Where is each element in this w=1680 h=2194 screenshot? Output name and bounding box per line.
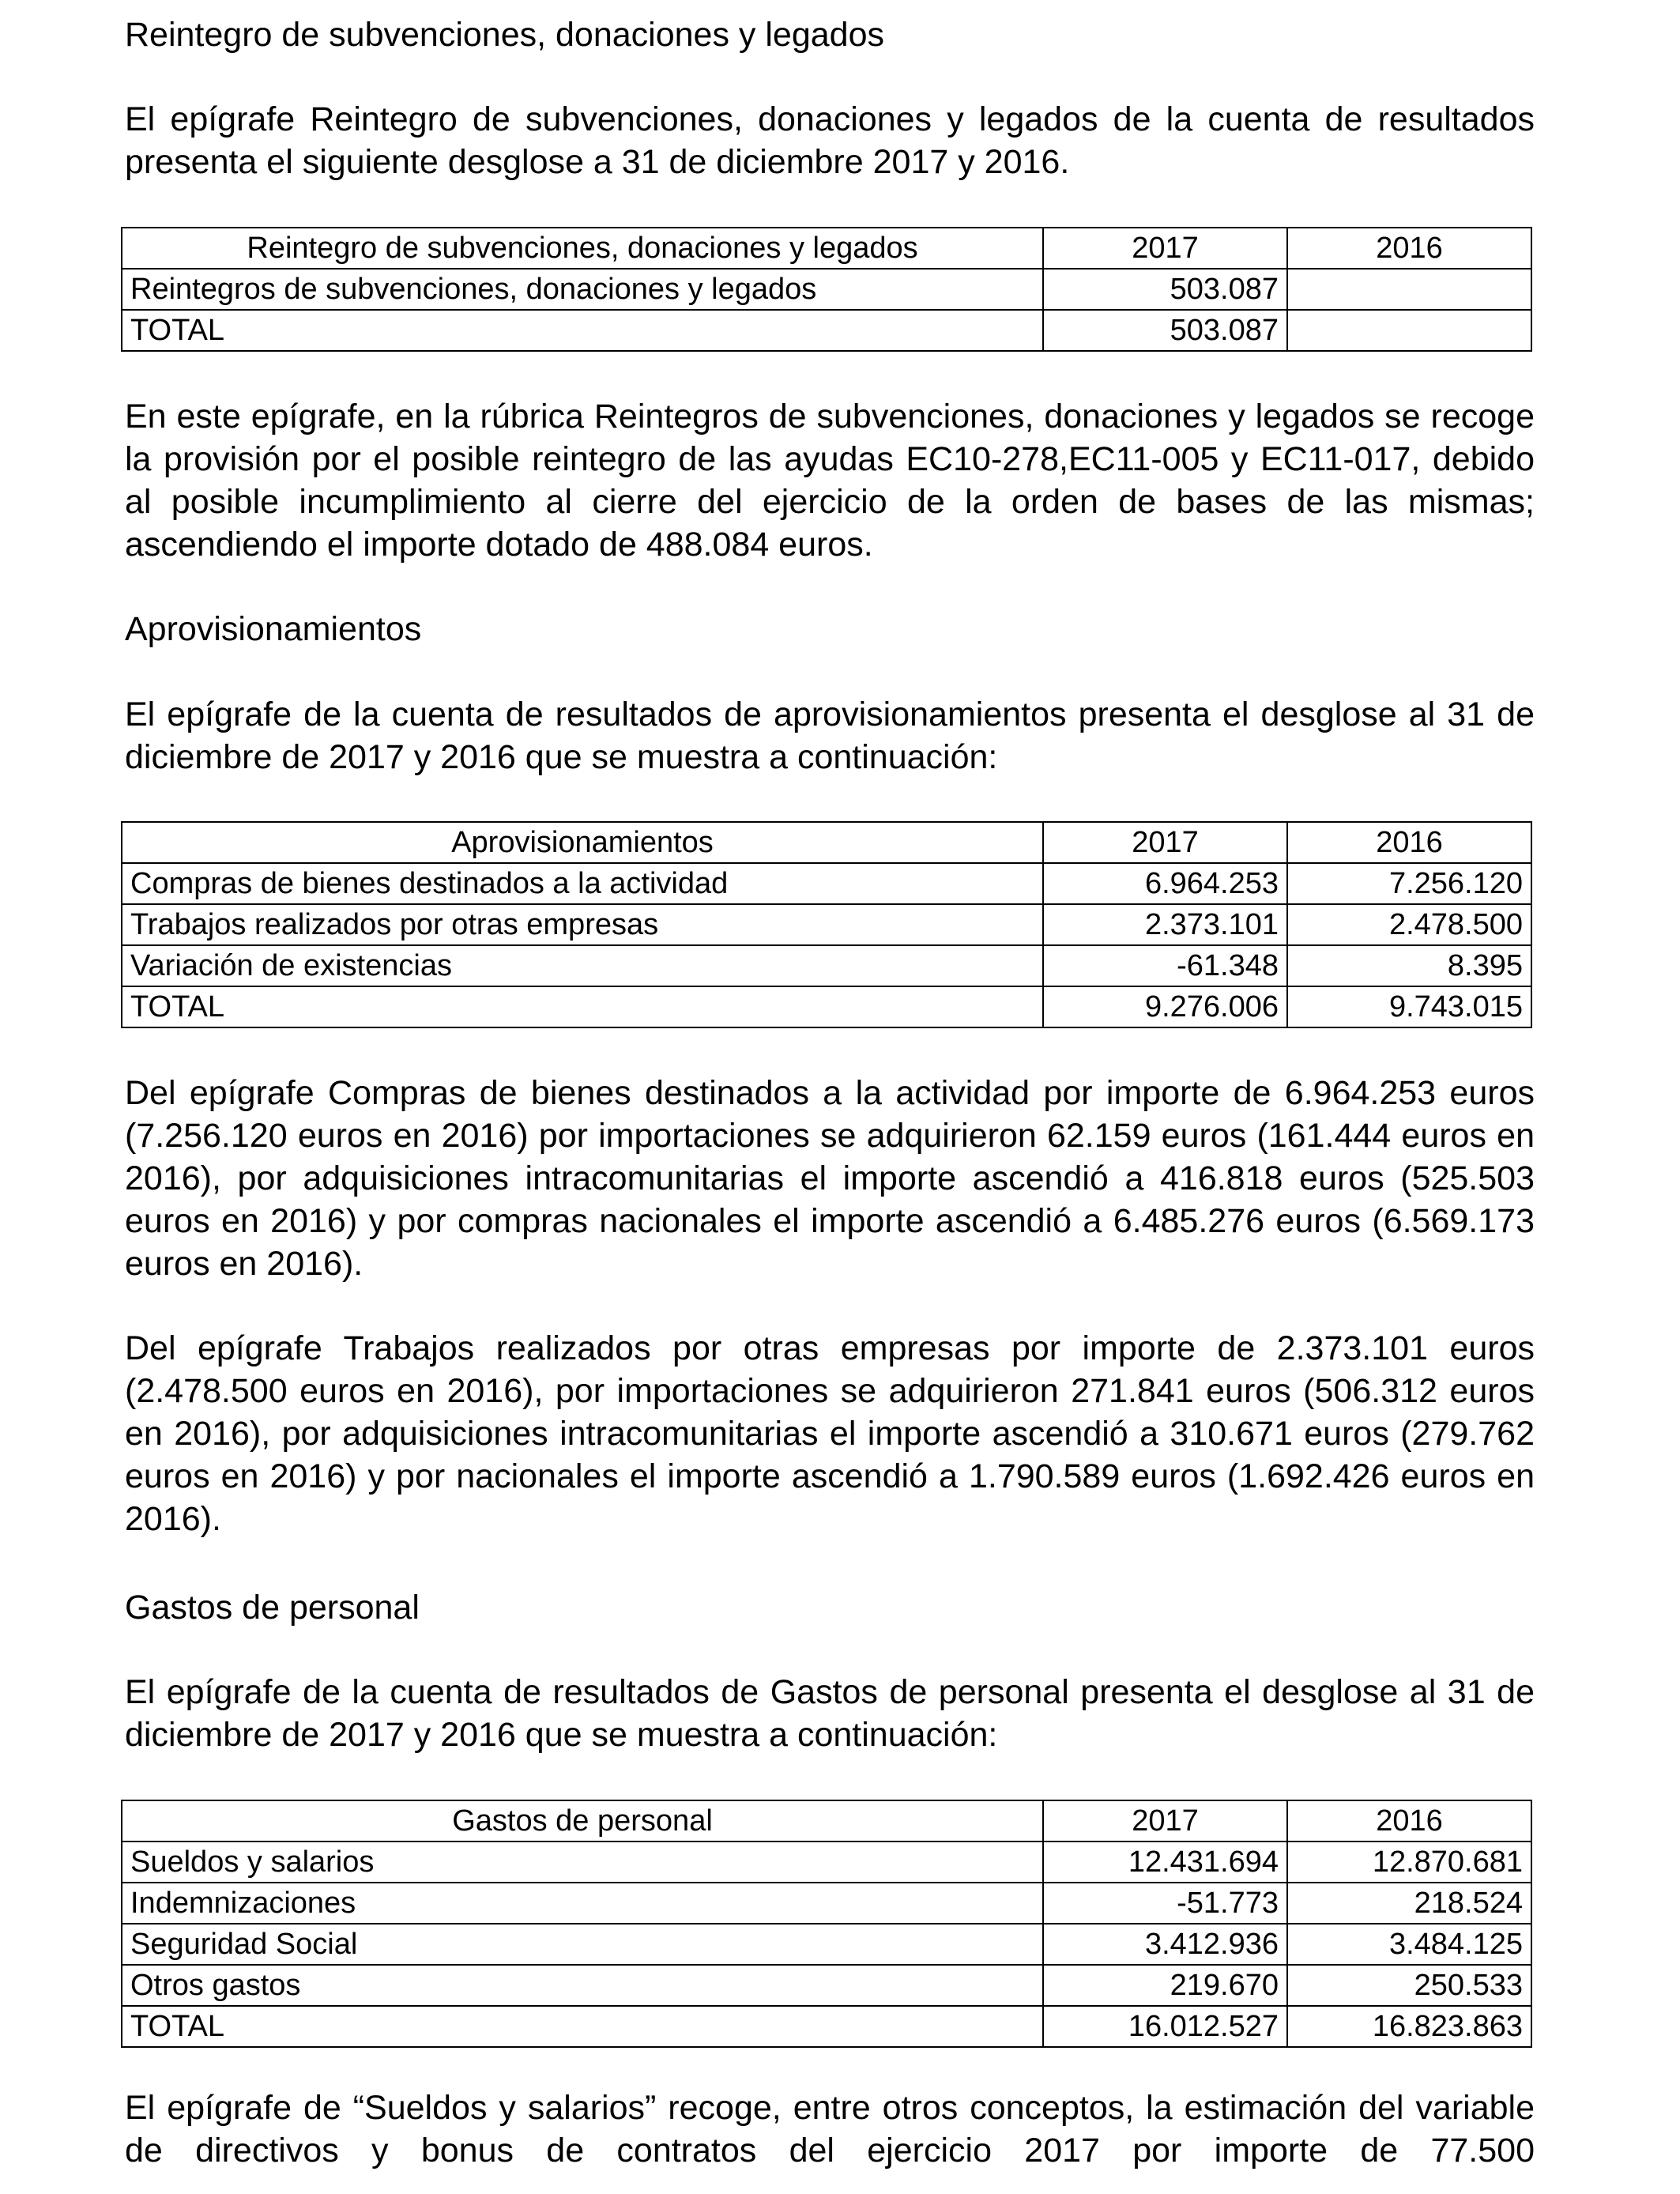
row-value-2017: 503.087	[1043, 310, 1287, 351]
header-concept: Gastos de personal	[122, 1800, 1043, 1842]
row-label: TOTAL	[122, 986, 1043, 1027]
row-value-2017: -51.773	[1043, 1883, 1287, 1924]
header-2016: 2016	[1287, 228, 1531, 269]
row-value-2016: 9.743.015	[1287, 986, 1531, 1027]
row-value-2016: 250.533	[1287, 1965, 1531, 2006]
section-note-sueldos: El epígrafe de “Sueldos y salarios” recoge, entre otros conceptos, la estimación del variable de directivos y bonus de contratos del ejercicio 2017 por importe de 77.500	[125, 2089, 1535, 2169]
section-note-trabajos: Del epígrafe Trabajos realizados por otras empresas por importe de 2.373.101 euros (2.478.500 euros en 2016), por importaciones se adquirieron 271.841 euros (506.312 euros en 2016), por adquisiciones intracomunitarias el importe ascendió a 310.671 euros (279.762 euros en 2016) y por nacionales el importe ascendió a 1.790.589 euros (1.692.426 euros en 2016).	[125, 1329, 1535, 1538]
table-row	[122, 863, 1531, 904]
table-row-total	[122, 986, 1531, 1027]
row-label: Otros gastos	[122, 1965, 1043, 2006]
table-header-row	[122, 228, 1531, 269]
table-gastos-personal	[121, 1800, 1532, 2048]
section-note-compras: Del epígrafe Compras de bienes destinados a la actividad por importe de 6.964.253 euros (7.256.120 euros en 2016) por importaciones se adquirieron 62.159 euros (161.444 euros en 2016), por adquisiciones intracomunitarias el importe ascendió a 416.818 euros (525.503 euros en 2016) y por compras nacionales el importe ascendió a 6.485.276 euros (6.569.173 euros en 2016).	[125, 1074, 1535, 1283]
section-intro-aprovisionamientos: El epígrafe de la cuenta de resultados de aprovisionamientos presenta el desglose al 31 de diciembre de 2017 y 2016 que se muestra a continuación:	[125, 696, 1535, 776]
row-value-2017: 3.412.936	[1043, 1924, 1287, 1965]
row-label: Seguridad Social	[122, 1924, 1043, 1965]
table-row	[122, 269, 1531, 310]
header-2017: 2017	[1043, 822, 1287, 863]
row-value-2017: -61.348	[1043, 945, 1287, 986]
header-2016: 2016	[1287, 822, 1531, 863]
row-value-2016: 12.870.681	[1287, 1842, 1531, 1883]
section-note-reintegro: En este epígrafe, en la rúbrica Reintegros de subvenciones, donaciones y legados se recoge la provisión por el posible reintegro de las ayudas EC10-278,EC11-005 y EC11-017, debido al posible incumplimiento al cierre del ejercicio de la orden de bases de las mismas; ascendiendo el importe dotado de 488.084 euros.	[125, 398, 1535, 564]
section-heading-gastos-personal: Gastos de personal	[125, 1589, 420, 1627]
table-row	[122, 904, 1531, 945]
section-heading-reintegro: Reintegro de subvenciones, donaciones y legados	[125, 16, 884, 54]
table-row	[122, 1965, 1531, 2006]
header-2017: 2017	[1043, 1800, 1287, 1842]
row-value-2017: 16.012.527	[1043, 2006, 1287, 2047]
table-header-row	[122, 822, 1531, 863]
row-label: TOTAL	[122, 310, 1043, 351]
row-label: Reintegros de subvenciones, donaciones y legados	[122, 269, 1043, 310]
row-label: Compras de bienes destinados a la actividad	[122, 863, 1043, 904]
row-label: Indemnizaciones	[122, 1883, 1043, 1924]
row-label: Sueldos y salarios	[122, 1842, 1043, 1883]
row-label: Variación de existencias	[122, 945, 1043, 986]
table-row-total	[122, 310, 1531, 351]
row-label: Trabajos realizados por otras empresas	[122, 904, 1043, 945]
header-concept: Reintegro de subvenciones, donaciones y legados	[122, 228, 1043, 269]
table-row	[122, 1883, 1531, 1924]
row-value-2017: 6.964.253	[1043, 863, 1287, 904]
table-row	[122, 1842, 1531, 1883]
header-2017: 2017	[1043, 228, 1287, 269]
row-value-2017: 9.276.006	[1043, 986, 1287, 1027]
row-value-2016: 3.484.125	[1287, 1924, 1531, 1965]
row-label: TOTAL	[122, 2006, 1043, 2047]
table-reintegro	[121, 227, 1532, 352]
row-value-2016: 16.823.863	[1287, 2006, 1531, 2047]
row-value-2016: 7.256.120	[1287, 863, 1531, 904]
row-value-2017: 219.670	[1043, 1965, 1287, 2006]
table-row	[122, 1924, 1531, 1965]
row-value-2017: 12.431.694	[1043, 1842, 1287, 1883]
table-row-total	[122, 2006, 1531, 2047]
row-value-2017: 2.373.101	[1043, 904, 1287, 945]
header-2016: 2016	[1287, 1800, 1531, 1842]
table-header-row	[122, 1800, 1531, 1842]
row-value-2016	[1287, 269, 1531, 310]
table-row	[122, 945, 1531, 986]
row-value-2016: 218.524	[1287, 1883, 1531, 1924]
row-value-2016: 2.478.500	[1287, 904, 1531, 945]
header-concept: Aprovisionamientos	[122, 822, 1043, 863]
row-value-2017: 503.087	[1043, 269, 1287, 310]
row-value-2016	[1287, 310, 1531, 351]
row-value-2016: 8.395	[1287, 945, 1531, 986]
table-aprovisionamientos	[121, 821, 1532, 1028]
section-intro-gastos-personal: El epígrafe de la cuenta de resultados de Gastos de personal presenta el desglose al 31 de diciembre de 2017 y 2016 que se muestra a continuación:	[125, 1673, 1535, 1754]
section-heading-aprovisionamientos: Aprovisionamientos	[125, 610, 422, 648]
section-intro-reintegro: El epígrafe Reintegro de subvenciones, donaciones y legados de la cuenta de resultados presenta el siguiente desglose a 31 de diciembre 2017 y 2016.	[125, 100, 1535, 181]
